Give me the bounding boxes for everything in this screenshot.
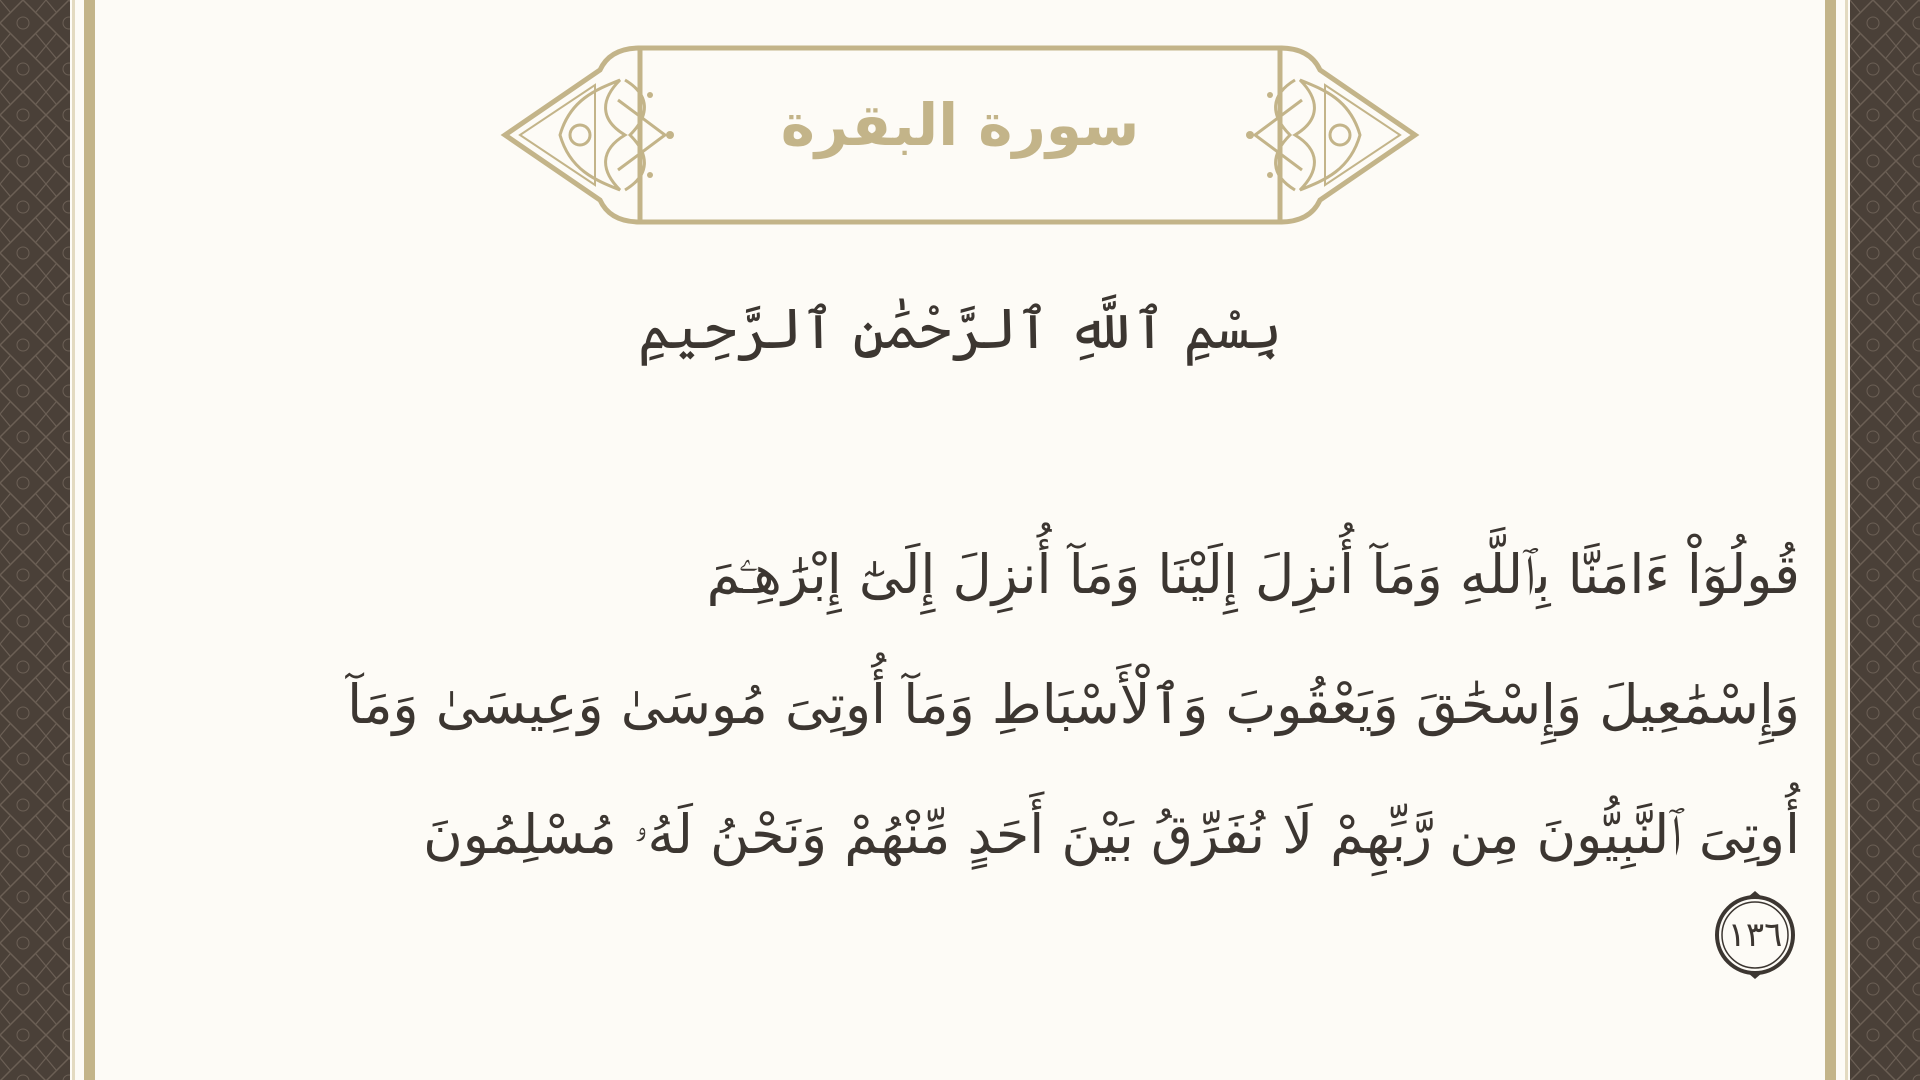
right-gold-rule [1825,0,1836,1080]
verse-line-1: قُولُوٓاْ ءَامَنَّا بِٱللَّهِ وَمَآ أُنزِلَ إِلَيْنَا وَمَآ أُنزِلَ إِلَىٰٓ إِبْرَٰهِـۧمَ [706,543,1800,606]
right-ornamental-border [1850,0,1920,1080]
geometric-lattice-pattern-icon [0,0,70,1080]
left-gold-rule [84,0,95,1080]
basmala: بِسْمِ ٱللَّهِ ٱلرَّحْمَٰنِ ٱلرَّحِيمِ [637,297,1283,362]
left-thin-rule [72,0,75,1080]
left-ornamental-border [0,0,70,1080]
geometric-lattice-pattern-icon [1850,0,1920,1080]
ayah-end-rosette-icon [1710,890,1800,980]
verse-line-2: وَإِسْمَٰعِيلَ وَإِسْحَٰقَ وَيَعْقُوبَ وَٱلْأَسْبَاطِ وَمَآ أُوتِىَ مُوسَىٰ وَعِيسَىٰ وَمَآ [347,673,1800,736]
right-thin-rule [1845,0,1848,1080]
verse-line-3: أُوتِىَ ٱلنَّبِيُّونَ مِن رَّبِّهِمْ لَا نُفَرِّقُ بَيْنَ أَحَدٍ مِّنْهُمْ وَنَحْنُ لَهُۥ مُسْلِمُونَ [423,803,1800,866]
verse-text [180,510,1800,900]
ayah-number: ١٣٦ [1727,915,1783,955]
surah-title: سورة البقرة [780,91,1140,159]
